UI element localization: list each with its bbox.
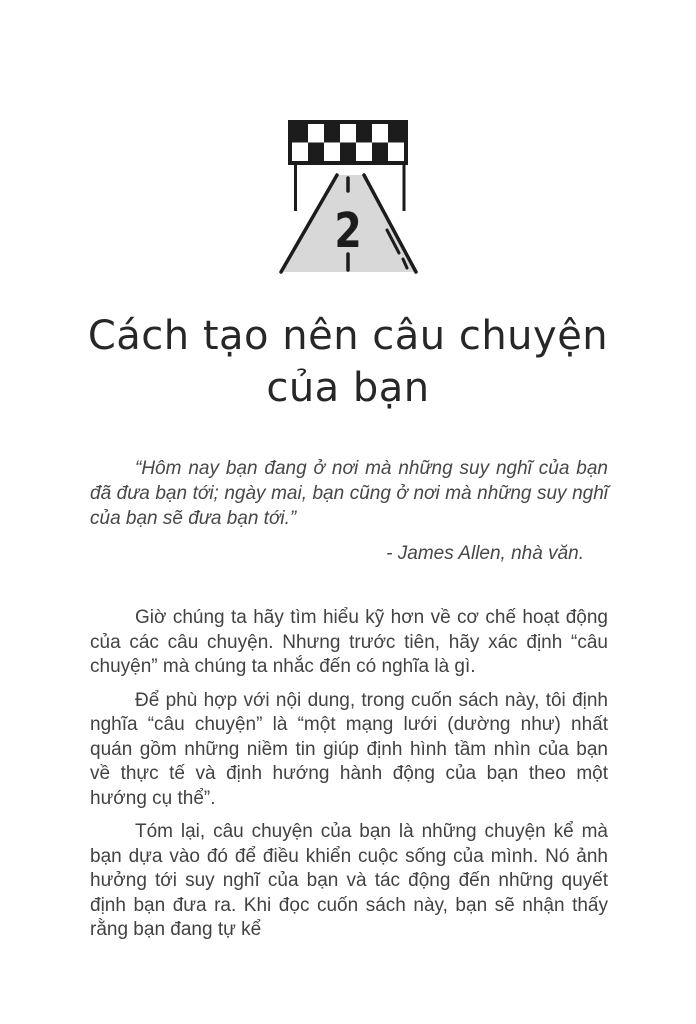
finish-banner (290, 122, 406, 163)
chapter-title (0, 310, 696, 414)
epigraph-quote: “Hôm nay bạn đang ở nơi mà những suy nghĩ của bạn đã đưa bạn tới; ngày mai, bạn cũng ở nơi mà những suy nghĩ của bạn sẽ đưa bạn tới.” (90, 458, 608, 529)
epigraph-attribution: - James Allen, nhà văn. (386, 543, 584, 564)
body-text (90, 606, 608, 952)
body-paragraph: Tóm lại, câu chuyện của bạn là những chuyện kể mà bạn dựa vào đó để điều khiển cuộc sống của mình. Nó ảnh hưởng tới suy nghĩ của bạn và tác động đến những quyết định bạn đưa ra. Khi đọc cuốn sách này, bạn sẽ nhận thấy rằng bạn đang tự kể (90, 821, 608, 940)
chapter-number-group (334, 203, 361, 259)
chapter-number: 2 (334, 203, 362, 260)
body-paragraph: Để phù hợp với nội dung, trong cuốn sách này, tôi định nghĩa “câu chuyện” là “một mạng lưới (dường như) nhất quán gồm những niềm tin giúp định hình tầm nhìn của bạn về thực tế và định hướng hành động của bạn theo một hướng cụ thể”. (90, 689, 608, 809)
chapter-title-line1: Cách tạo nên câu chuyện (87, 313, 609, 359)
finish-line-road-illustration (278, 118, 418, 274)
chapter-title-line2: của bạn (266, 365, 430, 411)
body-paragraph: Giờ chúng ta hãy tìm hiểu kỹ hơn về cơ chế hoạt động của các câu chuyện. Nhưng trước tiên, hãy xác định “câu chuyện” mà chúng ta nhắc đến có nghĩa là gì. (90, 607, 608, 677)
